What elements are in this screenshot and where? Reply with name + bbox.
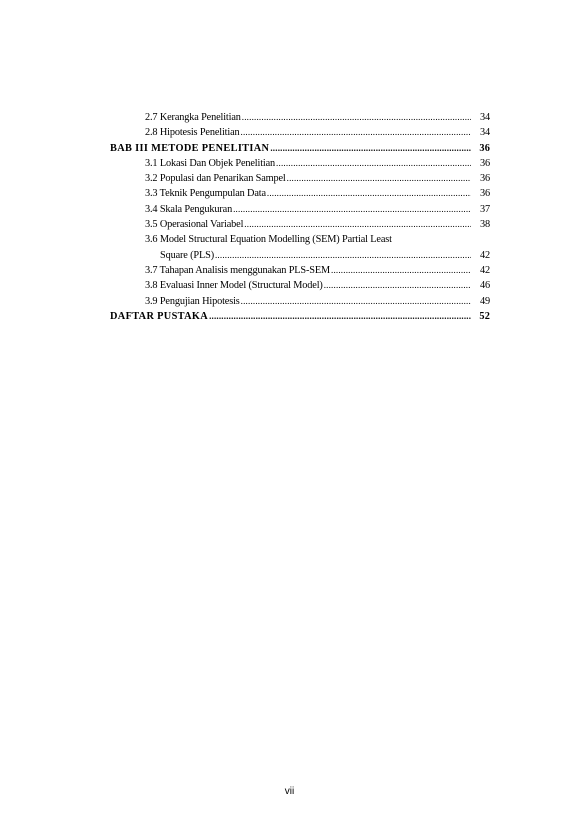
toc-entry-label: 3.4 Skala Pengukuran bbox=[145, 203, 233, 215]
toc-entry-label: 3.7 Tahapan Analisis menggunakan PLS-SEM bbox=[145, 264, 330, 276]
page-number: vii bbox=[284, 786, 295, 797]
dot-leader bbox=[287, 171, 471, 186]
toc-chapter-page: 52 bbox=[479, 310, 490, 322]
toc-entry-page: 38 bbox=[480, 219, 490, 231]
toc-entry-page: 37 bbox=[480, 203, 490, 215]
toc-entry-3-6-line-1[interactable]: 3.6 Model Structural Equation Modelling (SEM) Partial Least bbox=[145, 234, 392, 246]
dot-leader bbox=[270, 141, 471, 156]
toc-entry-3-2[interactable] bbox=[110, 171, 490, 186]
toc-entry-page: 46 bbox=[480, 280, 490, 292]
table-of-contents bbox=[110, 110, 490, 324]
toc-entry-label: 3.5 Operasional Variabel bbox=[145, 219, 244, 231]
toc-chapter-bab-iii[interactable] bbox=[110, 141, 490, 156]
dot-leader bbox=[244, 217, 471, 232]
toc-entry-3-8[interactable] bbox=[110, 278, 490, 293]
toc-entry-page: 36 bbox=[480, 173, 490, 185]
toc-entry-page: 49 bbox=[480, 295, 490, 307]
toc-entry-label: 3.8 Evaluasi Inner Model (Structural Model) bbox=[145, 280, 323, 292]
toc-entry-label-continuation: Square (PLS) bbox=[160, 249, 214, 261]
toc-chapter-label: DAFTAR PUSTAKA bbox=[110, 310, 209, 322]
toc-entry-3-6[interactable] bbox=[110, 248, 490, 263]
toc-entry-page: 34 bbox=[480, 127, 490, 139]
toc-entry-2-7[interactable] bbox=[110, 110, 490, 125]
dot-leader bbox=[324, 278, 471, 293]
toc-entry-label: 3.2 Populasi dan Penarikan Sampel bbox=[145, 173, 286, 185]
toc-entry-label: 3.3 Teknik Pengumpulan Data bbox=[145, 188, 266, 200]
toc-entry-page: 42 bbox=[480, 264, 490, 276]
toc-chapter-page: 36 bbox=[479, 142, 490, 154]
toc-entry-page: 42 bbox=[480, 249, 490, 261]
toc-chapter-daftar-pustaka[interactable] bbox=[110, 309, 490, 324]
dot-leader bbox=[242, 110, 471, 125]
toc-entry-label: 3.9 Pengujian Hipotesis bbox=[145, 295, 240, 307]
toc-entry-label: 3.1 Lokasi Dan Objek Penelitian bbox=[145, 157, 276, 169]
toc-entry-label: 2.7 Kerangka Penelitian bbox=[145, 112, 241, 123]
dot-leader bbox=[267, 186, 471, 201]
toc-entry-3-9[interactable] bbox=[110, 294, 490, 309]
toc-entry-label: 2.8 Hipotesis Penelitian bbox=[145, 127, 240, 139]
dot-leader bbox=[233, 202, 471, 217]
dot-leader bbox=[241, 294, 471, 309]
toc-entry-3-4[interactable] bbox=[110, 202, 490, 217]
toc-chapter-label: BAB III METODE PENELITIAN bbox=[110, 142, 270, 154]
toc-entry-3-7[interactable] bbox=[110, 263, 490, 278]
dot-leader bbox=[209, 309, 471, 324]
dot-leader bbox=[276, 156, 471, 171]
toc-entry-2-8[interactable] bbox=[110, 125, 490, 140]
dot-leader bbox=[215, 248, 471, 263]
dot-leader bbox=[241, 125, 472, 140]
toc-entry-3-5[interactable] bbox=[110, 217, 490, 232]
dot-leader bbox=[331, 263, 471, 278]
toc-entry-page: 34 bbox=[480, 112, 490, 123]
toc-entry-3-1[interactable] bbox=[110, 156, 490, 171]
toc-entry-page: 36 bbox=[480, 157, 490, 169]
toc-entry-3-3[interactable] bbox=[110, 186, 490, 201]
toc-entry-page: 36 bbox=[480, 188, 490, 200]
